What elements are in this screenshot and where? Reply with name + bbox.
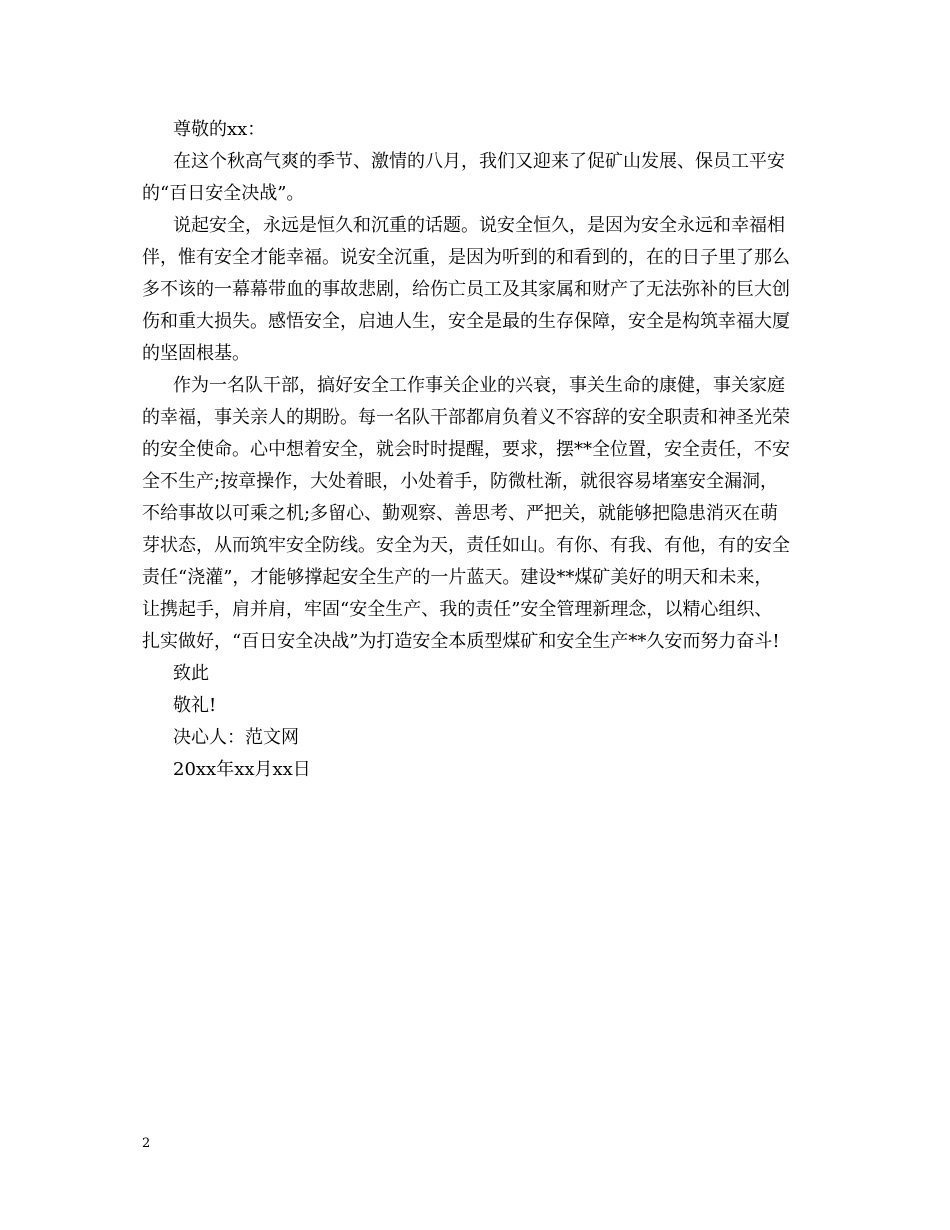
paragraph-line: 让携起手，肩并肩，牢固“安全生产、我的责任”安全管理新理念，以精心组织、 (142, 599, 773, 620)
closing-line: 敬礼! (173, 695, 217, 716)
paragraph-line: 多不该的一幕幕带血的事故悲剧，给伤亡员工及其家属和财产了无法弥补的巨大创 (142, 279, 790, 300)
signature-line: 决心人：范文网 (173, 727, 299, 748)
page-number: 2 (142, 1136, 151, 1151)
paragraph-line: 扎实做好，“百日安全决战”为打造安全本质型煤矿和安全生产**久安而努力奋斗! (142, 631, 780, 652)
paragraph-line: 的“百日安全决战”。 (142, 183, 305, 204)
paragraph-line: 作为一名队干部，搞好安全工作事关企业的兴衰，事关生命的康健，事关家庭 (173, 375, 785, 396)
paragraph-line: 不给事故以可乘之机;多留心、勤观察、善思考、严把关，就能够把隐患消灭在萌 (142, 503, 779, 524)
paragraph-line: 的安全使命。心中想着安全，就会时时提醒，要求，摆**全位置，安全责任，不安 (142, 439, 790, 460)
paragraph-line: 的坚固根基。 (142, 343, 250, 364)
paragraph-line: 在这个秋高气爽的季节、激情的八月，我们又迎来了促矿山发展、保员工平安 (173, 151, 785, 172)
document-body (142, 114, 822, 786)
paragraph-line: 伴，惟有安全才能幸福。说安全沉重，是因为听到的和看到的，在的日子里了那么 (142, 247, 790, 268)
paragraph-line: 伤和重大损失。感悟安全，启迪人生，安全是最的生存保障，安全是构筑幸福大厦 (142, 311, 790, 332)
date-line: 20xx年xx月xx日 (173, 759, 311, 780)
paragraph-line: 芽状态，从而筑牢安全防线。安全为天，责任如山。有你、有我、有他，有的安全 (142, 535, 790, 556)
paragraph-line: 说起安全，永远是恒久和沉重的话题。说安全恒久，是因为安全永远和幸福相 (173, 215, 785, 236)
paragraph-line: 的幸福，事关亲人的期盼。每一名队干部都肩负着义不容辞的安全职责和神圣光荣 (142, 407, 790, 428)
paragraph-line: 全不生产;按章操作，大处着眼，小处着手，防微杜渐，就很容易堵塞安全漏洞， (142, 471, 779, 492)
paragraph-line: 责任“浇灌”，才能够撑起安全生产的一片蓝天。建设**煤矿美好的明天和未来， (142, 567, 773, 588)
closing-line: 致此 (173, 663, 209, 684)
salutation-line: 尊敬的xx： (173, 119, 266, 140)
